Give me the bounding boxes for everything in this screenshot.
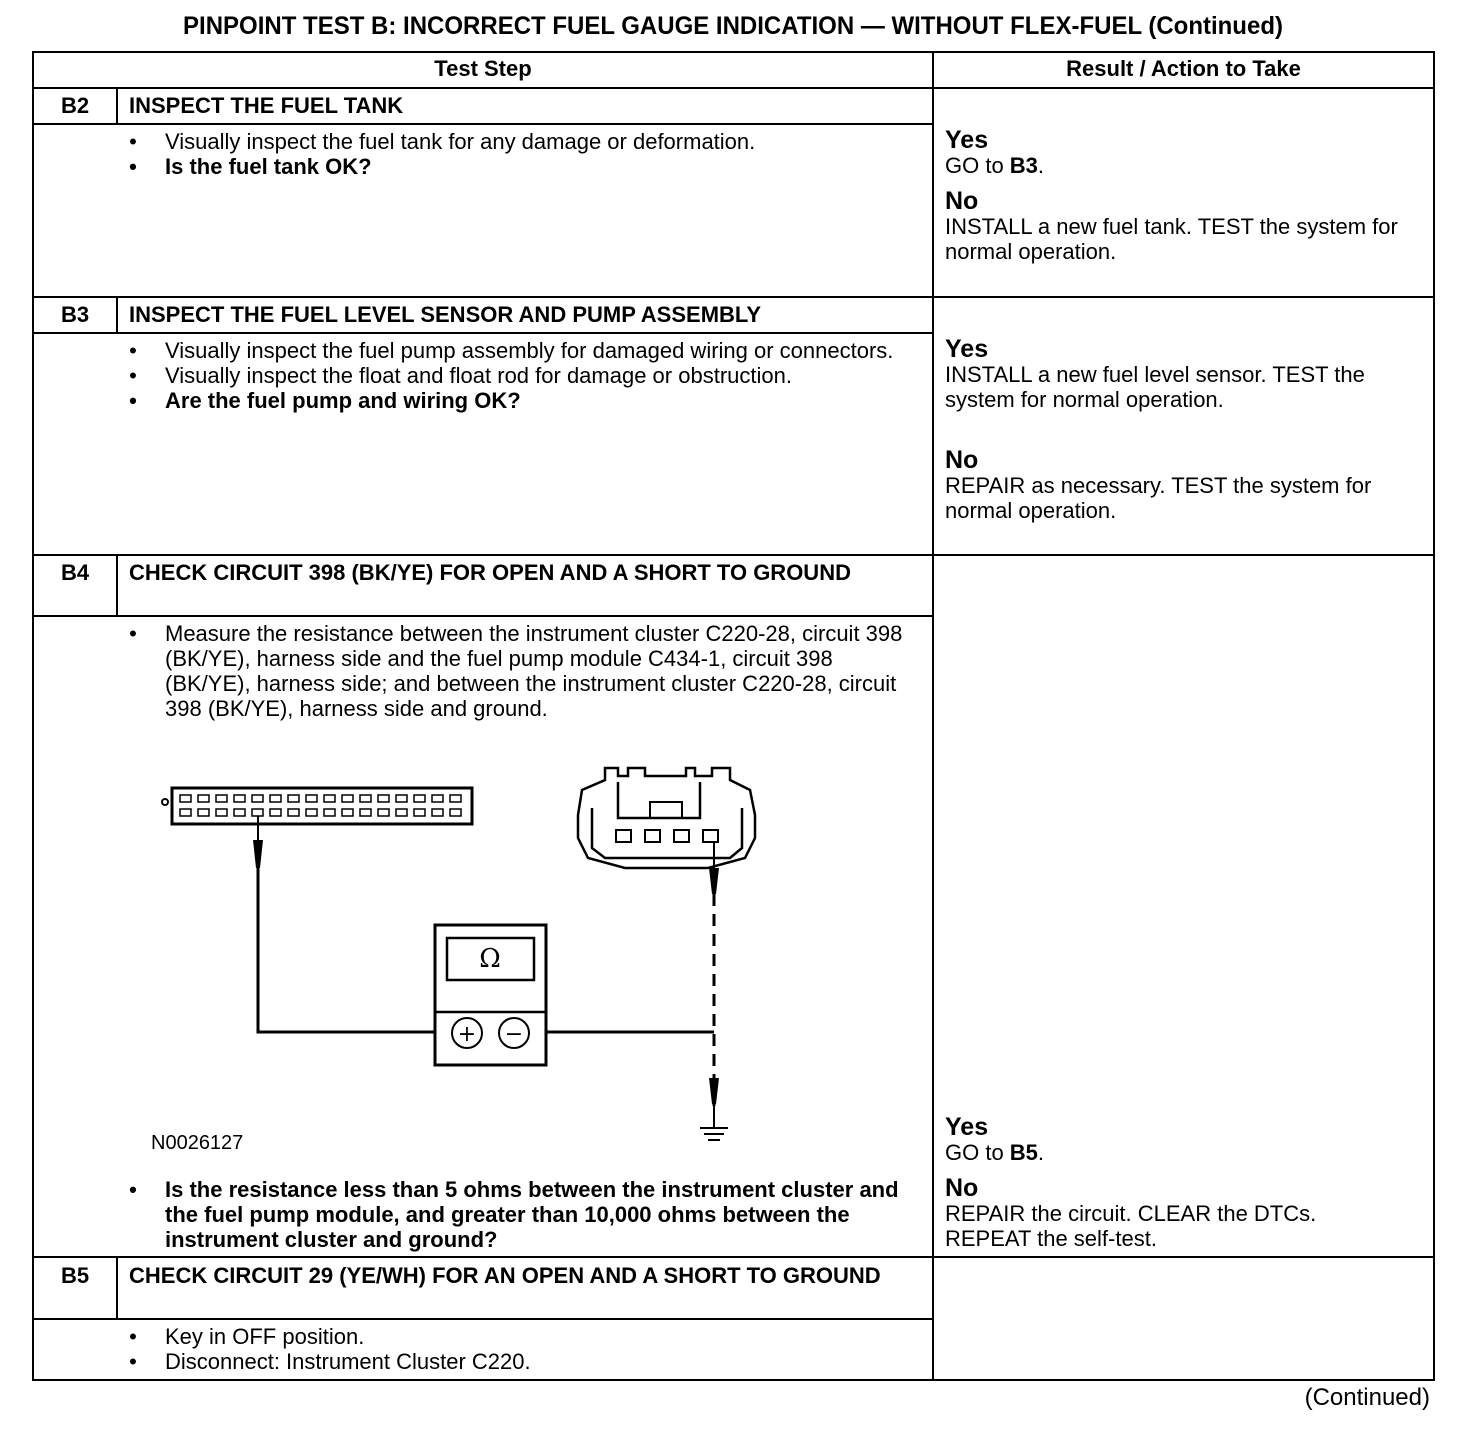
connector-pin bbox=[306, 795, 317, 802]
step-b3-question: • Are the fuel pump and wiring OK? bbox=[128, 388, 898, 413]
positive-test-lead bbox=[253, 816, 435, 1032]
yes-action: GO to B3. bbox=[945, 153, 1045, 178]
step-id-b3: B3 bbox=[60, 302, 90, 327]
connector-pin bbox=[198, 795, 209, 802]
connector-pin bbox=[270, 809, 281, 816]
list-item: • Visually inspect the fuel tank for any damage or deformation. bbox=[128, 129, 898, 154]
page-title: PINPOINT TEST B: INCORRECT FUEL GAUGE INDICATION — WITHOUT FLEX-FUEL (Continued) bbox=[183, 12, 1283, 40]
connector-pin bbox=[324, 795, 335, 802]
ohmmeter-icon bbox=[435, 925, 546, 1065]
connector-pin bbox=[432, 795, 443, 802]
continued-footer: (Continued) bbox=[1304, 1384, 1430, 1411]
step-b4-question: • Is the resistance less than 5 ohms between the instrument cluster and the fuel pump module, and greater than 10,000 ohms between the instrument cluster and ground? bbox=[128, 1177, 908, 1252]
connector-pin bbox=[450, 795, 461, 802]
step-title-b5: CHECK CIRCUIT 29 (YE/WH) FOR AN OPEN AND A SHORT TO GROUND bbox=[129, 1263, 881, 1288]
no-action: INSTALL a new fuel tank. TEST the system for normal operation. bbox=[945, 214, 1398, 264]
connector-pin bbox=[306, 809, 317, 816]
result-b4 bbox=[945, 1114, 1435, 1251]
connector-pin bbox=[360, 809, 371, 816]
yes-label: Yes bbox=[945, 335, 989, 363]
negative-test-lead bbox=[546, 842, 719, 1128]
no-label: No bbox=[945, 446, 979, 474]
connector-pin bbox=[252, 795, 263, 802]
list-item: • Key in OFF position. bbox=[128, 1324, 898, 1349]
header-test-step: Test Step bbox=[434, 56, 532, 81]
step-title-b2: INSPECT THE FUEL TANK bbox=[129, 93, 404, 118]
list-item: • Measure the resistance between the instrument cluster C220-28, circuit 398 (BK/YE), harness side and the fuel pump module C434-1, circuit 398 (BK/YE), harness side; and between the instrument cluster C220-28, circuit 398 (BK/YE), harness side and ground. bbox=[128, 621, 908, 721]
connector-pin bbox=[396, 795, 407, 802]
connector-pin bbox=[342, 809, 353, 816]
step-id-b5: B5 bbox=[60, 1263, 90, 1288]
connector-pin bbox=[414, 809, 425, 816]
connector-pin bbox=[342, 795, 353, 802]
connector-pin bbox=[360, 795, 371, 802]
step-b5-instructions bbox=[128, 1324, 898, 1374]
step-b4-question-list bbox=[128, 1177, 908, 1252]
connector-pin bbox=[216, 795, 227, 802]
connector-pin bbox=[288, 809, 299, 816]
connector-pin bbox=[450, 809, 461, 816]
step-title-b4: CHECK CIRCUIT 398 (BK/YE) FOR OPEN AND A SHORT TO GROUND bbox=[129, 560, 851, 585]
result-b2 bbox=[945, 127, 1435, 264]
minus-terminal-icon: − bbox=[504, 1022, 524, 1047]
no-label: No bbox=[945, 1174, 979, 1202]
connector-pin bbox=[396, 809, 407, 816]
list-item: • Visually inspect the float and float rod for damage or obstruction. bbox=[128, 363, 898, 388]
connector-pin bbox=[216, 809, 227, 816]
step-id-b4: B4 bbox=[60, 560, 90, 585]
step-b3-instructions bbox=[128, 338, 898, 413]
no-action-line-2: REPEAT the self-test. bbox=[945, 1226, 1157, 1251]
connector-pin bbox=[414, 795, 425, 802]
connector-pin bbox=[252, 809, 263, 816]
ground-icon bbox=[700, 1128, 728, 1140]
step-b2-question: • Is the fuel tank OK? bbox=[128, 154, 898, 179]
connector-pin bbox=[288, 795, 299, 802]
list-item: • Disconnect: Instrument Cluster C220. bbox=[128, 1349, 898, 1374]
ohm-symbol: Ω bbox=[479, 944, 501, 974]
instrument-cluster-connector-icon bbox=[162, 788, 472, 824]
figure-id: N0026127 bbox=[151, 1132, 244, 1154]
connector-pin bbox=[234, 809, 245, 816]
list-item: • Visually inspect the fuel pump assembly for damaged wiring or connectors. bbox=[128, 338, 898, 363]
no-action-line-1: REPAIR the circuit. CLEAR the DTCs. bbox=[945, 1201, 1317, 1226]
connector-pin bbox=[378, 795, 389, 802]
connector-pin bbox=[180, 795, 191, 802]
connector-pin bbox=[180, 809, 191, 816]
connector-pin bbox=[432, 809, 443, 816]
step-title-b3: INSPECT THE FUEL LEVEL SENSOR AND PUMP ASSEMBLY bbox=[129, 302, 761, 327]
header-result: Result / Action to Take bbox=[1066, 56, 1301, 81]
yes-action: INSTALL a new fuel level sensor. TEST the system for normal operation. bbox=[945, 362, 1365, 412]
yes-action: GO to B5. bbox=[945, 1140, 1045, 1165]
connector-pin bbox=[270, 795, 281, 802]
resistance-test-diagram bbox=[140, 760, 780, 1160]
no-label: No bbox=[945, 187, 979, 215]
connector-pin bbox=[234, 795, 245, 802]
fuel-pump-connector-icon bbox=[578, 768, 755, 868]
connector-pin bbox=[324, 809, 335, 816]
step-b2-instructions bbox=[128, 129, 898, 179]
result-b3 bbox=[945, 336, 1435, 523]
step-id-b2: B2 bbox=[60, 93, 90, 118]
step-b4-instructions bbox=[128, 621, 908, 721]
no-action: REPAIR as necessary. TEST the system for normal operation. bbox=[945, 473, 1372, 523]
connector-pin bbox=[198, 809, 209, 816]
yes-label: Yes bbox=[945, 126, 989, 154]
connector-pin bbox=[378, 809, 389, 816]
yes-label: Yes bbox=[945, 1113, 989, 1141]
plus-terminal-icon: + bbox=[457, 1022, 477, 1047]
